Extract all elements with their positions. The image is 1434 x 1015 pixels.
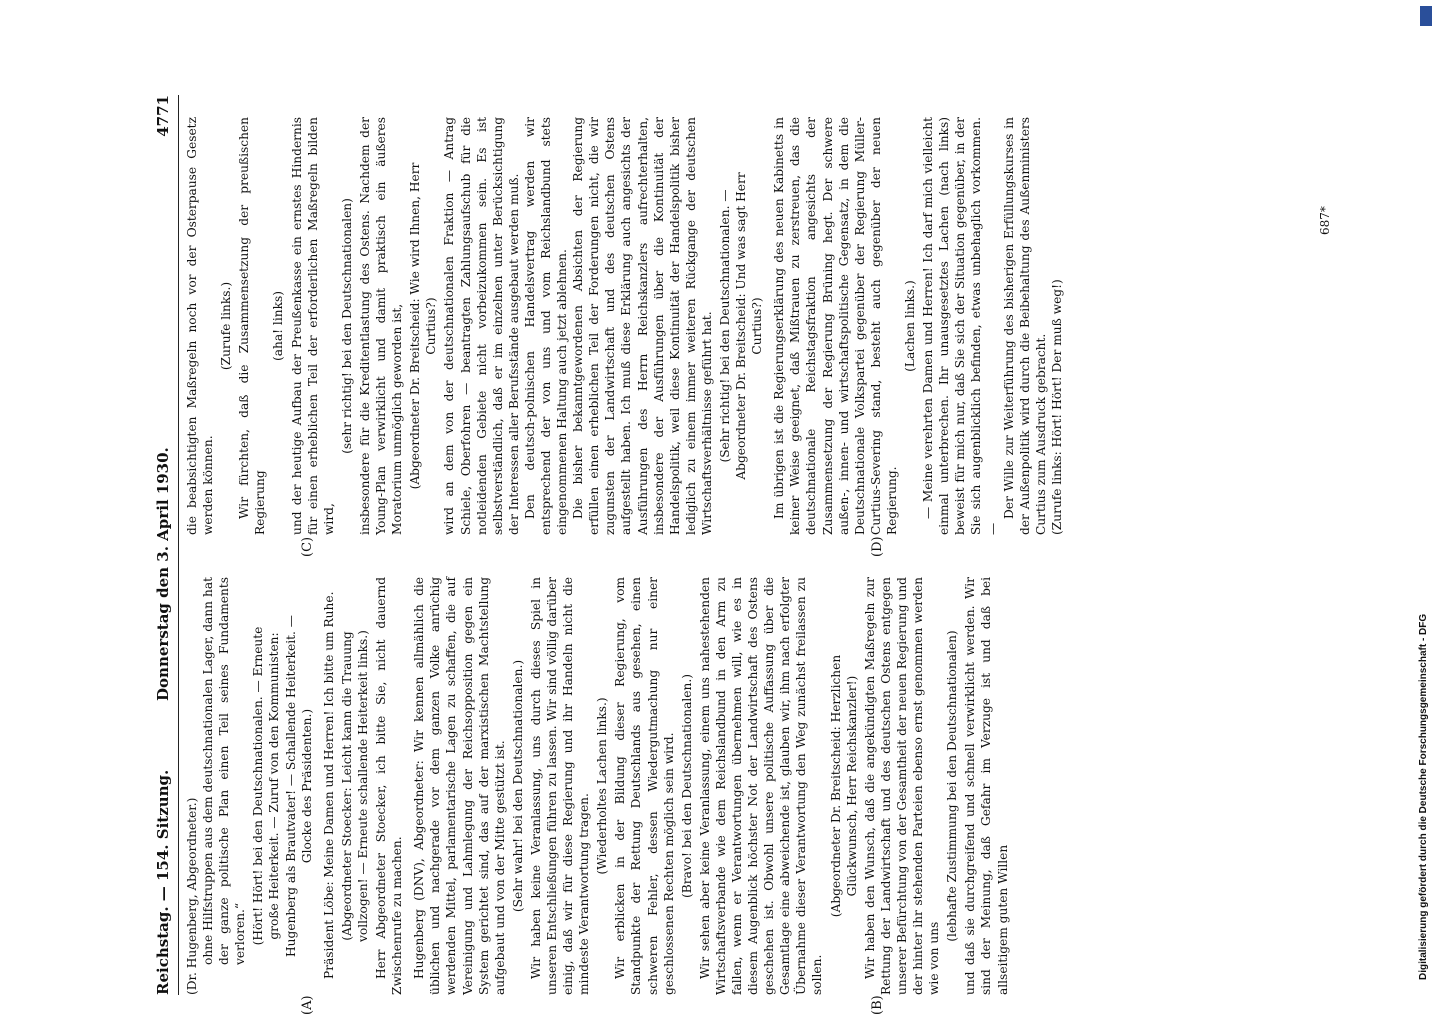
interjection: (Wiederholtes Lachen links.) bbox=[595, 697, 610, 875]
margin-marker-c: (C) bbox=[300, 536, 315, 557]
paragraph: Wir haben den Wunsch, daß die angekündigten Maßregeln zur Rettung der Landwirtschaft und des deutschen Ostens entgegen unserer Befürchtung von der Gesamtheit der neuen Regierung und der hinter ihr stehenden Parteien ebenso ernst genommen werden wie von uns bbox=[862, 577, 942, 995]
scanned-page bbox=[150, 95, 1340, 1015]
paragraph: Wir sehen aber keine Veranlassung, einem uns nahestehenden Wirtschaftsverbande wie dem Reichslandbund in den Arm zu fallen, wenn er Verantwortungen übernehmen will, wie es in diesem Augenblick höchster Not der Landwirtschaft des Ostens geschehen ist. Obwohl unsere politische Auffassung über die Gesamtlage eine abweichende ist, glauben wir, ihm nach erfolgter Übernahme dieser Verantwortung den Weg zunächst freilassen zu sollen. bbox=[697, 577, 825, 995]
interjection: (Zurufe links: Hört! Hört! Der muß weg!) bbox=[1049, 279, 1064, 535]
paragraph: Wir haben keine Veranlassung, uns durch dieses Spiel in unseren Entschließungen führen zu lassen. Wir sind völlig darüber einig, daß wir für diese Regierung und ihr Handeln nicht die mindeste Verantwortung tragen. bbox=[528, 577, 592, 995]
paragraph: und der heutige Aufbau der Preußenkasse ein ernstes Hindernis für einen erheblichen Teil der erforderlichen Maßregeln bilden wird, bbox=[289, 117, 336, 535]
interjection: (Abgeordneter Stoecker: Leicht kann die Trauung vollzogen! — Erneute schallende Heiterkeit links.) bbox=[339, 630, 370, 942]
paragraph: Hugenberg (DNV), Abgeordneter: Wir kennen allmählich die üblichen und nachgerade vor dem ganzen Volke anrüchig werdenden Mittel, parlamentarische Lagen zu schaffen, die auf Vereinigung und Lahmlegung der Reichsopposition gegen ein System gerichtet sind, das auf der marxistischen Machtstellung aufgebaut und von der Mitte gestützt ist. bbox=[412, 577, 507, 995]
interjection: (Bravo! bei den Deutschnationalen.) bbox=[679, 674, 694, 898]
interjection: (Abgeordneter Dr. Breitscheid: Wie wird Ihnen, Herr Curtius?) bbox=[408, 162, 439, 490]
page-header bbox=[150, 95, 179, 995]
header-left: Reichstag. — 154. Sitzung. bbox=[154, 769, 172, 995]
paragraph: Wir erblicken in der Bildung dieser Regierung, vom Standpunkte der Rettung Deutschlands aus gesehen, einen schweren Fehler, dessen Wiedergutmachung nur einer geschlossenen Rechten möglich sein wird. bbox=[613, 577, 676, 995]
paragraph: Im übrigen ist die Regierungserklärung des neuen Kabinetts in keiner Weise geeignet, daß Mißtrauen zu zerstreuen, das die deutschnationale Reichstagsfraktion angesichts der Zusammensetzung der Regierung Brüning hegt. Der schwere außen-, innen- und wirtschaftspolitische Gegensatz, in dem die Deutschnationale Volkspartei gegenüber der Regierung Müller-Curtius-Severing stand, besteht auch gegenüber der neuen Regierung. bbox=[772, 117, 899, 535]
paragraph: die beabsichtigten Maßregeln noch vor der Osterpause Gesetz werden können. bbox=[185, 117, 216, 535]
interjection: (Sehr wahr! bei den Deutschnationalen.) bbox=[510, 659, 525, 913]
margin-marker-a: (A) bbox=[300, 995, 315, 1015]
margin-marker-d: (D) bbox=[870, 536, 885, 557]
interjection: (Abgeordneter Dr. Breitscheid: Herzlichen Glückwunsch, Herr Reichskanzler!) bbox=[828, 654, 859, 918]
paragraph: Den deutsch-polnischen Handelsvertrag werden wir entsprechend der von uns und vom Reichslandbund stets eingenommenen Haltung auch jetzt ablehnen. bbox=[522, 117, 570, 535]
interjection: (Sehr richtig! bei den Deutschnationalen. — Abgeordneter Dr. Breitscheid: Und was sagt Herr Curtius?) bbox=[718, 172, 765, 480]
interjection: (Lachen links.) bbox=[903, 280, 918, 372]
header-right bbox=[154, 95, 172, 701]
paragraph: Präsident Löbe: Meine Damen und Herren! Ich bitte um Ruhe. bbox=[321, 591, 336, 979]
interjection: (Hört! Hört! bei den Deutschnationalen. — Erneute große Heiterkeit. — Zuruf von den Kommunisten: Hugenberg als Brautvater! — Schallende Heiterkeit. — Glocke des Präsidenten.) bbox=[251, 615, 314, 957]
side-note-text: Digitalisierung gefördert durch die Deutsche Forschungsgemeinschaft - DFG bbox=[1418, 613, 1429, 980]
interjection: (sehr richtig! bei den Deutschnationalen) bbox=[339, 198, 354, 454]
paragraph: Der Wille zur Weiterführung des bisherigen Erfüllungskurses in der Außenpolitik wird durch die Beibehaltung des Außenministers Curtius zum Ausdruck gebracht. bbox=[1001, 117, 1048, 535]
left-column bbox=[184, 577, 1011, 995]
paragraph: Herr Abgeordneter Stoecker, ich bitte Sie, nicht dauernd Zwischenrufe zu machen. bbox=[374, 577, 405, 995]
paragraph: wird an dem von der deutschnationalen Fraktion — Antrag Schiele, Oberfohren — beantragten Zahlungsaufschub für die notleidenden Gebiete nicht vorbeizukommen sein. Es ist selbstverständlich, daß er im einzelnen unter Berücksichtigung der Interessen aller Berufsstände ausgebaut werden muß. bbox=[442, 117, 521, 535]
page-number: 4771 bbox=[154, 95, 172, 137]
paragraph: Die bisher bekanntgewordenen Absichten der Regierung erfüllen einen erheblichen Teil der Forderungen nicht, die wir zugunsten der Landwirtschaft und des deutschen Ostens aufgestellt haben. Ich muß diese Erklärung auch angesichts der Ausführungen des Herrn Reichskanzlers aufrechterhalten, insbesondere der Ausführungen über die Kontinuität der Handelspolitik, weil diese Kontinuität der Handelspolitik bisher lediglich zu einem immer weiteren Rückgange der deutschen Wirtschaftsverhältnisse geführt hat. bbox=[571, 117, 714, 535]
interjection: (Zurufe links.) bbox=[219, 281, 234, 371]
paragraph: — Meine verehrten Damen und Herren! Ich darf mich vielleicht einmal unterbrechen. Ihr unausgesetztes Lachen (nach links) beweist für mich nur, daß Sie sich der Situation gegenüber, in der Sie sich augenblicklich befinden, etwas unbehaglich vorkommen. — bbox=[921, 117, 1000, 535]
paragraph: Wir fürchten, daß die Zusammensetzung der preußischen Regierung bbox=[237, 117, 268, 535]
paragraph: (Dr. Hugenberg, Abgeordneter.) bbox=[185, 797, 199, 995]
interjection: (lebhafte Zustimmung bei den Deutschnationalen) bbox=[945, 630, 960, 942]
side-note bbox=[1418, 20, 1432, 980]
header-date: Donnerstag den 3. April 1930. bbox=[154, 447, 172, 701]
printer-signature: 687* bbox=[1318, 206, 1332, 235]
margin-marker-b: (B) bbox=[870, 995, 885, 1015]
paragraph: ohne Hilfstruppen aus dem deutschnationalen Lager, dann hat der ganze politische Plan einen Teil seines Fundaments verloren.“ bbox=[201, 577, 248, 965]
paragraph: insbesondere für die Kreditentlastung des Ostens. Nachdem der Young-Plan verwirklicht und damit praktisch ein äußeres Moratorium unmöglich geworden ist, bbox=[357, 117, 405, 535]
paragraph: und daß sie durchgreifend und schnell verwirklicht werden. Wir sind der Meinung, daß Gefahr im Verzuge ist und daß bei allseitigem guten Willen bbox=[963, 577, 1010, 995]
interjection: (aha! links) bbox=[271, 291, 286, 361]
right-column bbox=[184, 117, 1065, 535]
